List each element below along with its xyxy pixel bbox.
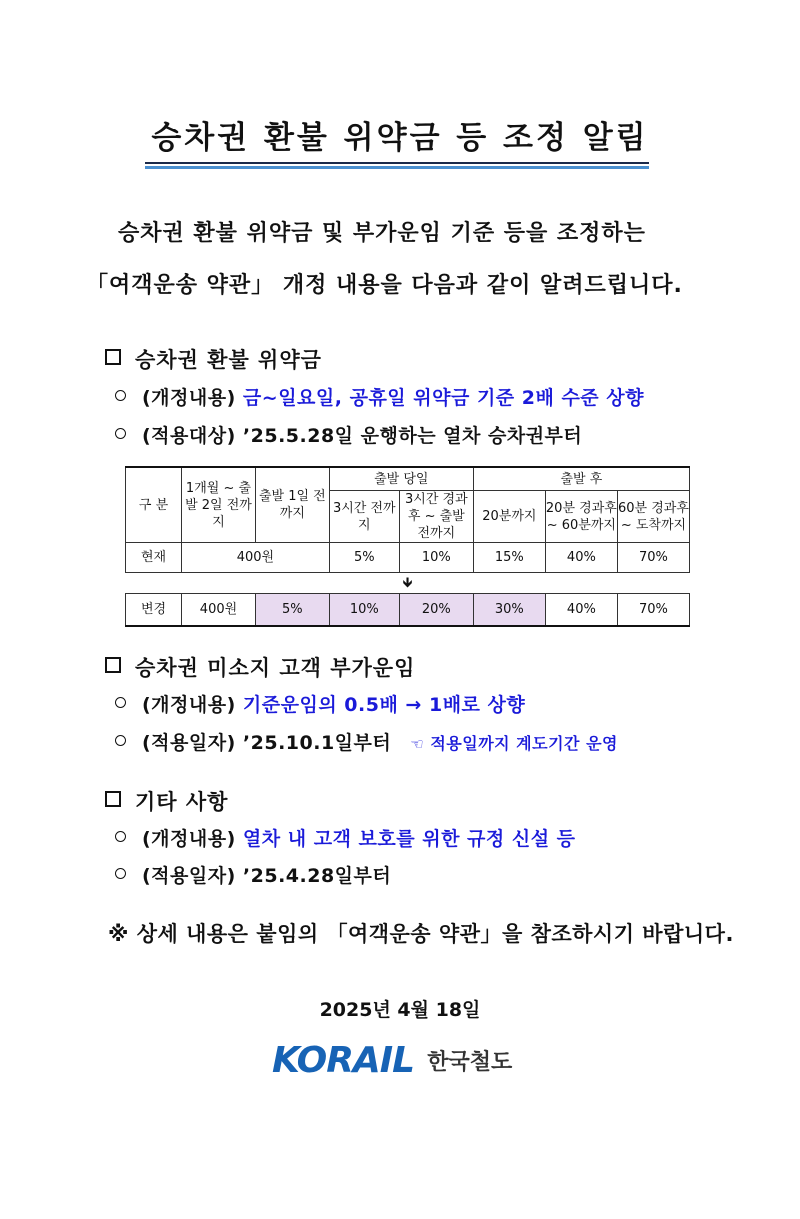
checkbox-square-icon <box>105 791 121 807</box>
title-underline <box>145 162 649 164</box>
title-underline-accent <box>145 166 649 169</box>
note-text: 적용일까지 계도기간 운영 <box>430 734 618 753</box>
penalty-table <box>125 466 690 627</box>
row-label: 변경 <box>126 594 182 626</box>
cell: 5% <box>329 543 399 573</box>
korail-logo <box>272 1040 512 1080</box>
cell: 5% <box>255 594 329 626</box>
cell: 400원 <box>182 594 256 626</box>
logo-brand: KORAIL <box>272 1040 415 1081</box>
col-category: 구 분 <box>126 467 182 543</box>
bullet-value: 금~일요일, 공휴일 위약금 기준 2배 수준 상향 <box>242 387 644 409</box>
section-heading: 승차권 미소지 고객 부가운임 <box>135 656 416 680</box>
bullet-value: ’25.5.28일 운행하는 열차 승차권부터 <box>242 425 583 447</box>
circle-bullet-icon <box>115 390 126 401</box>
col-1day: 출발 1일 전까지 <box>255 467 329 543</box>
bullet-revision <box>115 690 525 717</box>
section-refund-penalty <box>105 344 322 374</box>
bullet-revision <box>115 383 644 410</box>
logo-korean: 한국철도 <box>427 1050 513 1075</box>
cell: 20% <box>399 594 473 626</box>
down-arrow-icon: 🡻 <box>126 573 690 594</box>
bullet-label: (적용일자) <box>142 732 236 754</box>
bullet-value: ’25.4.28일부터 <box>242 865 392 887</box>
pointing-hand-icon: ☜ <box>410 735 425 753</box>
cell: 10% <box>399 543 473 573</box>
intro-line-1: 승차권 환불 위약금 및 부가운임 기준 등을 조정하는 <box>118 221 646 246</box>
intro-line-2: 「여객운송 약관」 개정 내용을 다음과 같이 알려드립니다. <box>86 273 683 298</box>
row-changed <box>126 594 690 626</box>
bullet-value: 기준운임의 0.5배 → 1배로 상향 <box>242 694 526 716</box>
checkbox-square-icon <box>105 657 121 673</box>
row-current <box>126 543 690 573</box>
circle-bullet-icon <box>115 831 126 842</box>
bullet-label: (개정내용) <box>142 828 236 850</box>
bullet-label: (개정내용) <box>142 387 236 409</box>
cell: 70% <box>617 543 689 573</box>
document-date: 2025년 4월 18일 <box>319 999 481 1021</box>
section-surcharge <box>105 652 415 682</box>
col-1month: 1개월 ~ 출발 2일 전까지 <box>182 467 256 543</box>
bullet-revision <box>115 824 576 851</box>
circle-bullet-icon <box>115 697 126 708</box>
circle-bullet-icon <box>115 428 126 439</box>
bullet-label: (적용대상) <box>142 425 236 447</box>
col-3h: 3시간 전까지 <box>329 491 399 543</box>
bullet-target <box>115 421 582 448</box>
section-other <box>105 786 228 816</box>
grace-period-note <box>410 734 618 753</box>
circle-bullet-icon <box>115 735 126 746</box>
bullet-label: (적용일자) <box>142 865 236 887</box>
bullet-date <box>115 728 618 755</box>
col-60-arrival: 60분 경과후 ~ 도착까지 <box>617 491 689 543</box>
col-3h-after: 3시간 경과후 ~ 출발 전까지 <box>399 491 473 543</box>
circle-bullet-icon <box>115 868 126 879</box>
cell: 40% <box>545 543 617 573</box>
row-label: 현재 <box>126 543 182 573</box>
cell: 30% <box>473 594 545 626</box>
cell: 70% <box>617 594 689 626</box>
cell: 40% <box>545 594 617 626</box>
section-heading: 승차권 환불 위약금 <box>135 348 322 372</box>
group-departure-day: 출발 당일 <box>329 467 473 491</box>
checkbox-square-icon <box>105 349 121 365</box>
cell: 10% <box>329 594 399 626</box>
page-title: 승차권 환불 위약금 등 조정 알림 <box>151 120 649 156</box>
bullet-value: 열차 내 고객 보호를 위한 규정 신설 등 <box>242 828 576 850</box>
footnote: ※ 상세 내용은 붙임의 「여객운송 약관」을 참조하시기 바랍니다. <box>108 922 734 946</box>
cell: 400원 <box>182 543 330 573</box>
col-20m: 20분까지 <box>473 491 545 543</box>
bullet-label: (개정내용) <box>142 694 236 716</box>
group-after-departure: 출발 후 <box>473 467 689 491</box>
cell: 15% <box>473 543 545 573</box>
col-20-60: 20분 경과후 ~ 60분까지 <box>545 491 617 543</box>
bullet-value: ’25.10.1일부터 <box>242 732 392 754</box>
bullet-date <box>115 861 391 888</box>
section-heading: 기타 사항 <box>135 790 229 814</box>
